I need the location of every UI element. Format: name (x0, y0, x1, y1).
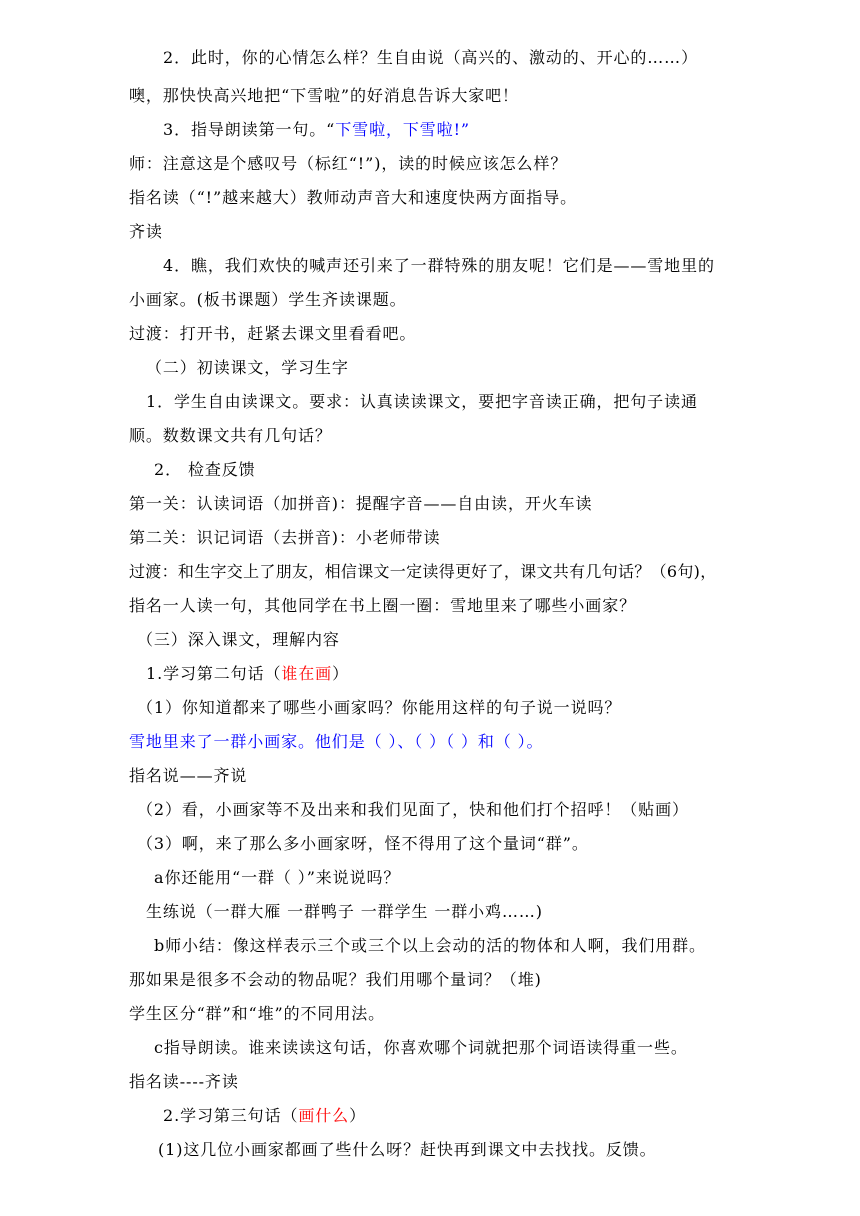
text-line-19-tail: ） (332, 664, 349, 683)
section-heading-2: （二）初读课文，学习生字 (146, 358, 349, 377)
text-line-3 (163, 119, 470, 141)
text-line-13: 2． 检查反馈 (154, 460, 256, 479)
text-line-32 (163, 1105, 366, 1127)
text-line-1: 2．此时，你的心情怎么样？生自由说（高兴的、激动的、开心的……） (163, 48, 698, 67)
text-line-5: 指名读（“!”越来越大）教师动声音大和速度快两方面指导。 (129, 188, 577, 207)
text-line-4: 师：注意这是个感叹号（标红“!”)，读的时候应该怎么样？ (129, 154, 568, 173)
highlighted-phrase-xiaxuela: 下雪啦，下雪啦 (335, 120, 454, 139)
text-line-30: c指导朗读。谁来读读这句话，你喜欢哪个词就把那个词语读得重一些。 (154, 1038, 688, 1057)
text-line-32-tail: ） (349, 1106, 366, 1125)
text-line-16: 过渡：和生字交上了朋友，相信课文一定读得更好了，课文共有几句话？（6句)， (129, 562, 717, 581)
text-line-31: 指名读----齐读 (129, 1072, 239, 1091)
text-line-8: 小画家。(板书课题）学生齐读课题。 (129, 290, 407, 309)
text-line-23: （2）看，小画家等不及出来和我们见面了，快和他们打个招呼！（贴画） (137, 800, 689, 819)
text-line-17: 指名一人读一句，其他同学在书上圈一圈：雪地里来了哪些小画家？ (129, 596, 637, 615)
text-line-24: （3）啊，来了那么多小画家呀，怪不得用了这个量词“群”。 (137, 834, 589, 853)
text-line-33: (1)这几位小画家都画了些什么呀？赶快再到课文中去找找。反馈。 (158, 1140, 657, 1159)
text-line-28: 那如果是很多不会动的物品呢？我们用哪个量词？（堆) (129, 970, 542, 989)
highlighted-phrase-hua-shenme: 画什么 (298, 1106, 350, 1125)
text-line-6: 齐读 (129, 222, 163, 241)
text-line-26: 生练说（一群大雁 一群鸭子 一群学生 一群小鸡……) (146, 902, 543, 921)
text-line-27: b师小结：像这样表示三个或三个以上会动的活的物体和人啊，我们用群。 (154, 936, 706, 955)
text-line-19-lead: 1.学习第二句话（ (146, 664, 282, 683)
text-line-2: 噢，那快快高兴地把“下雪啦”的好消息告诉大家吧！ (129, 86, 519, 105)
section-heading-3: （三）深入课文，理解内容 (137, 630, 340, 649)
text-line-32-lead: 2.学习第三句话（ (163, 1106, 299, 1125)
highlighted-phrase-shei-zai-hua: 谁在画 (281, 664, 333, 683)
text-line-29: 学生区分“群”和“堆”的不同用法。 (129, 1004, 386, 1023)
text-line-3-tail: !” (453, 120, 470, 139)
text-line-7: 4．瞧，我们欢快的喊声还引来了一群特殊的朋友呢！它们是——雪地里的 (163, 256, 715, 275)
text-line-11: 1．学生自由读课文。要求：认真读读课文，要把字音读正确，把句子读通 (146, 392, 698, 411)
text-line-9: 过渡：打开书，赶紧去课文里看看吧。 (129, 324, 417, 343)
text-line-12: 顺。数数课文共有几句话？ (129, 426, 332, 445)
text-line-25: a你还能用“一群（ ）”来说说吗？ (154, 868, 401, 887)
text-line-20: （1）你知道都来了哪些小画家吗？你能用这样的句子说一说吗？ (137, 698, 622, 717)
text-line-14: 第一关：认读词语（加拼音)：提醒字音——自由读，开火车读 (129, 494, 593, 513)
text-line-19 (146, 663, 349, 685)
text-line-3-lead: 3．指导朗读第一句。“ (163, 120, 336, 139)
text-line-22: 指名说——齐说 (129, 766, 248, 785)
text-line-15: 第二关：识记词语（去拼音)：小老师带读 (129, 528, 441, 547)
sentence-pattern-blue: 雪地里来了一群小画家。他们是（ ）、（ ）（ ）和（ ）。 (129, 732, 544, 751)
